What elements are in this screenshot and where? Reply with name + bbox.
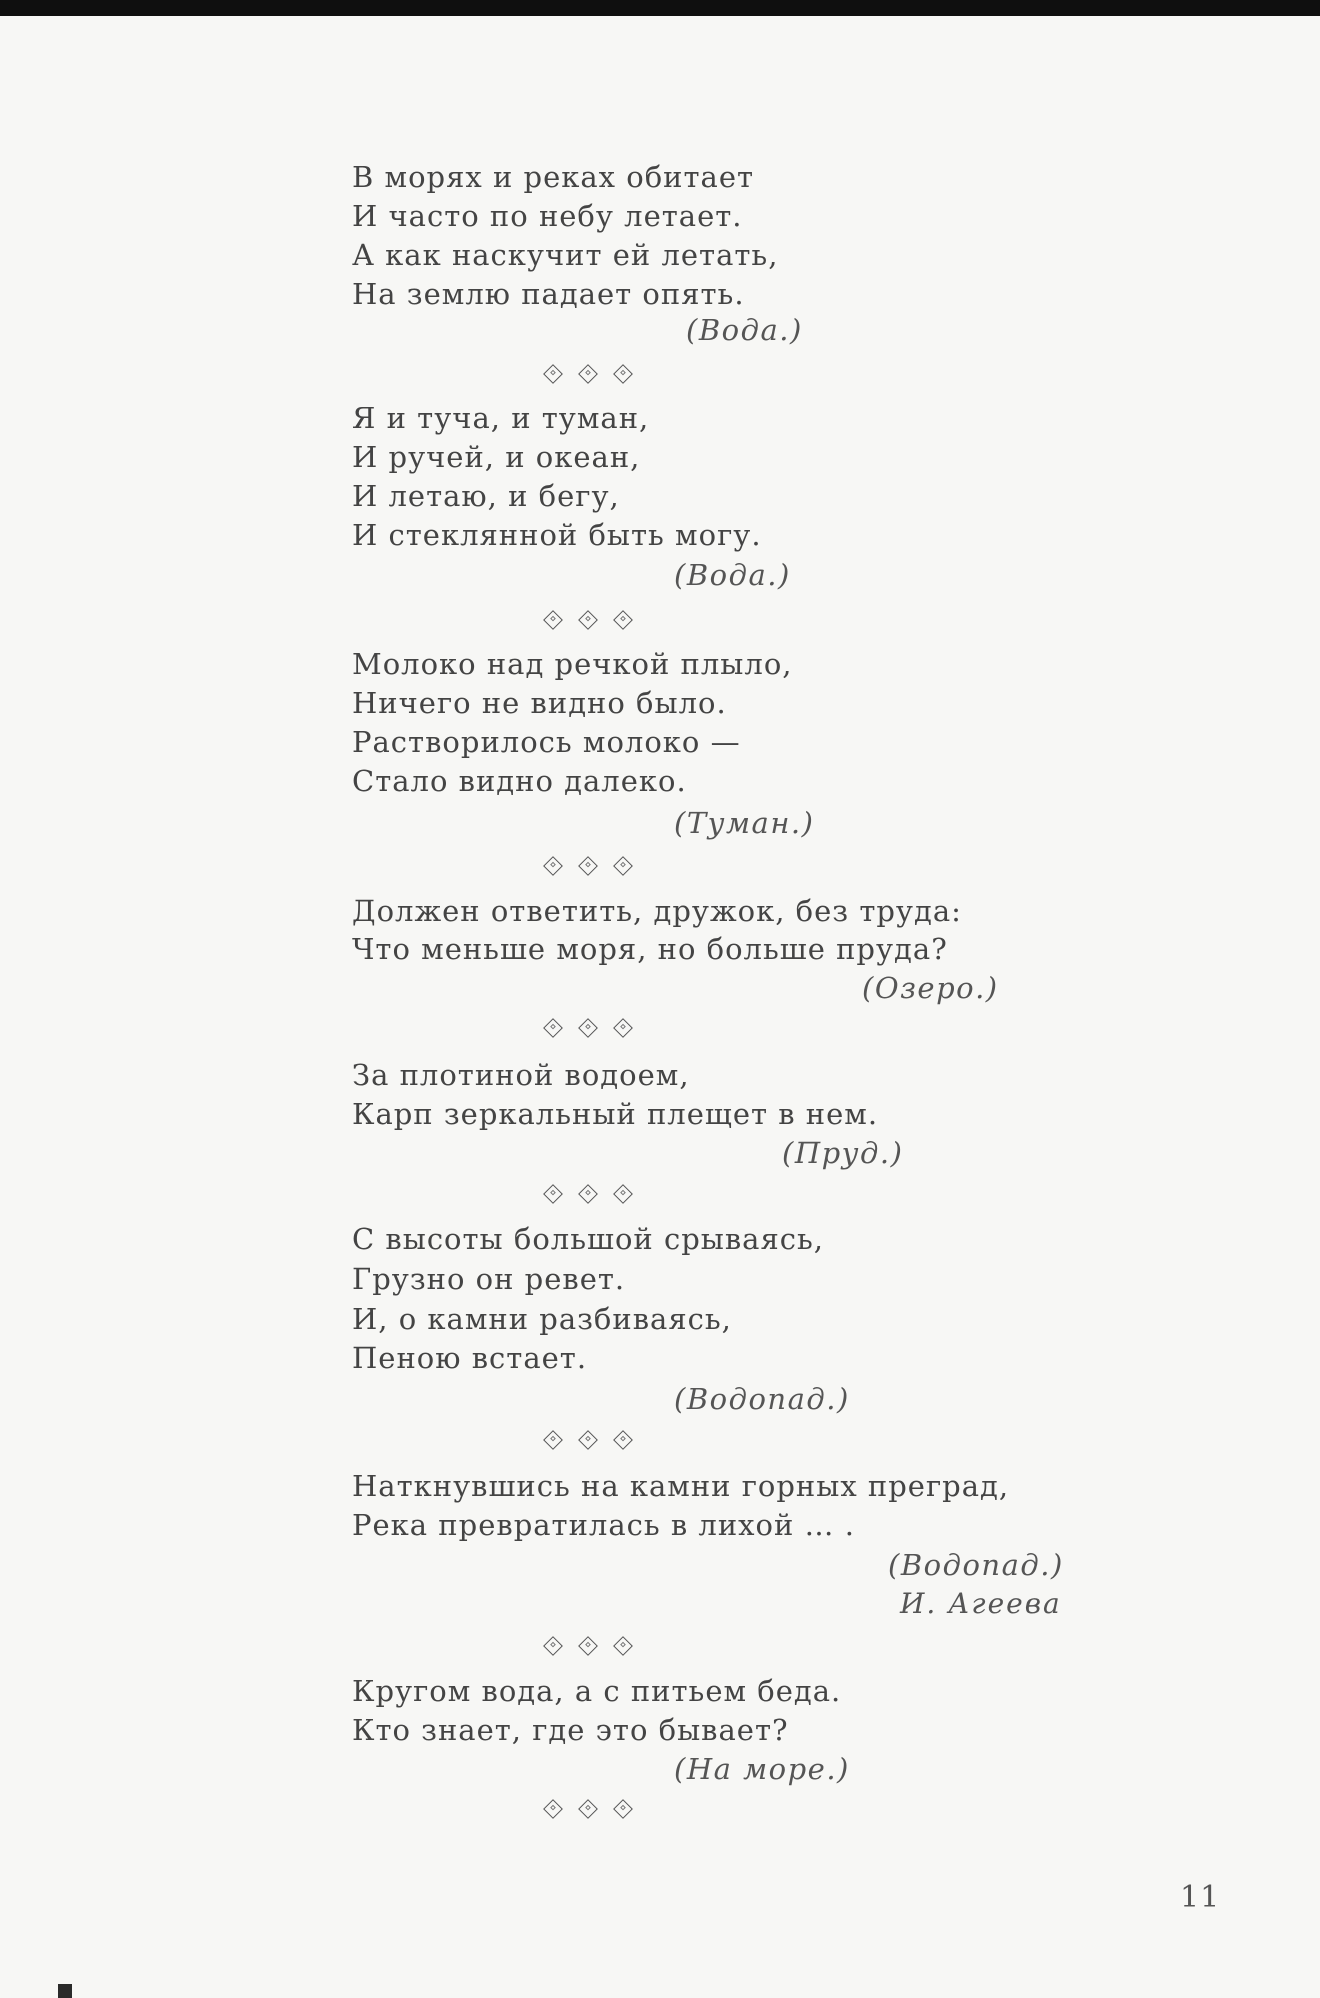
diamond-ornament-icon	[578, 1799, 598, 1819]
riddle-answer: (Вода.)	[686, 313, 803, 347]
diamond-ornament-icon	[543, 1636, 563, 1656]
diamond-ornament-icon	[578, 364, 598, 384]
section-divider	[546, 1797, 630, 1821]
diamond-ornament-icon	[578, 1184, 598, 1204]
riddle-line: И, о камни разбиваясь,	[352, 1302, 732, 1336]
section-divider	[546, 608, 630, 632]
riddle-line: Ничего не видно было.	[352, 686, 727, 720]
riddle-line: В морях и реках обитает	[352, 160, 755, 194]
diamond-ornament-icon	[613, 610, 633, 630]
diamond-ornament-icon	[578, 856, 598, 876]
riddle-line: И ручей, и океан,	[352, 440, 641, 474]
diamond-ornament-icon	[578, 1430, 598, 1450]
riddle-line: Наткнувшись на камни горных преград,	[352, 1469, 1010, 1503]
riddle-line: Стало видно далеко.	[352, 764, 687, 798]
page-number: 11	[1180, 1880, 1221, 1915]
riddle-line: И часто по небу летает.	[352, 199, 743, 233]
riddle-line: А как наскучит ей летать,	[352, 238, 779, 272]
diamond-ornament-icon	[543, 1184, 563, 1204]
riddle-line: Молоко над речкой плыло,	[352, 647, 793, 681]
riddle-line: Я и туча, и туман,	[352, 401, 650, 435]
riddle-line: Река превратилась в лихой … .	[352, 1508, 855, 1542]
riddle-line: Должен ответить, дружок, без труда:	[352, 894, 962, 928]
diamond-ornament-icon	[613, 1184, 633, 1204]
riddle-line: Что меньше моря, но больше пруда?	[352, 932, 948, 966]
riddle-author: И. Агеева	[900, 1587, 1062, 1620]
section-divider	[546, 854, 630, 878]
diamond-ornament-icon	[578, 1636, 598, 1656]
diamond-ornament-icon	[543, 364, 563, 384]
riddle-answer: (Водопад.)	[888, 1548, 1064, 1582]
section-divider	[546, 1182, 630, 1206]
diamond-ornament-icon	[613, 856, 633, 876]
riddle-line: Пеною встает.	[352, 1341, 588, 1375]
diamond-ornament-icon	[613, 1799, 633, 1819]
diamond-ornament-icon	[543, 610, 563, 630]
riddle-line: Грузно он ревет.	[352, 1262, 626, 1296]
section-divider	[546, 1634, 630, 1658]
riddle-line: За плотиной водоем,	[352, 1058, 690, 1092]
riddle-line: С высоты большой срываясь,	[352, 1222, 825, 1256]
riddle-answer: (Вода.)	[674, 558, 791, 592]
riddle-line: И летаю, и бегу,	[352, 479, 620, 513]
diamond-ornament-icon	[543, 1430, 563, 1450]
diamond-ornament-icon	[543, 1799, 563, 1819]
riddle-answer: (Пруд.)	[782, 1136, 904, 1170]
diamond-ornament-icon	[578, 610, 598, 630]
diamond-ornament-icon	[613, 1636, 633, 1656]
riddle-line: Кругом вода, а с питьем беда.	[352, 1674, 842, 1708]
riddle-line: Кто знает, где это бывает?	[352, 1713, 789, 1747]
diamond-ornament-icon	[613, 1430, 633, 1450]
diamond-ornament-icon	[613, 364, 633, 384]
riddle-answer: (Водопад.)	[674, 1382, 850, 1416]
diamond-ornament-icon	[543, 856, 563, 876]
riddle-answer: (На море.)	[674, 1752, 850, 1786]
riddle-answer: (Озеро.)	[862, 971, 999, 1005]
section-divider	[546, 1016, 630, 1040]
section-divider	[546, 362, 630, 386]
diamond-ornament-icon	[613, 1018, 633, 1038]
diamond-ornament-icon	[578, 1018, 598, 1038]
riddle-line: Карп зеркальный плещет в нем.	[352, 1097, 879, 1131]
diamond-ornament-icon	[543, 1018, 563, 1038]
riddle-line: На землю падает опять.	[352, 277, 745, 311]
riddle-answer: (Туман.)	[674, 806, 815, 840]
riddle-line: И стеклянной быть могу.	[352, 518, 762, 552]
section-divider	[546, 1428, 630, 1452]
riddle-line: Растворилось молоко —	[352, 725, 741, 759]
